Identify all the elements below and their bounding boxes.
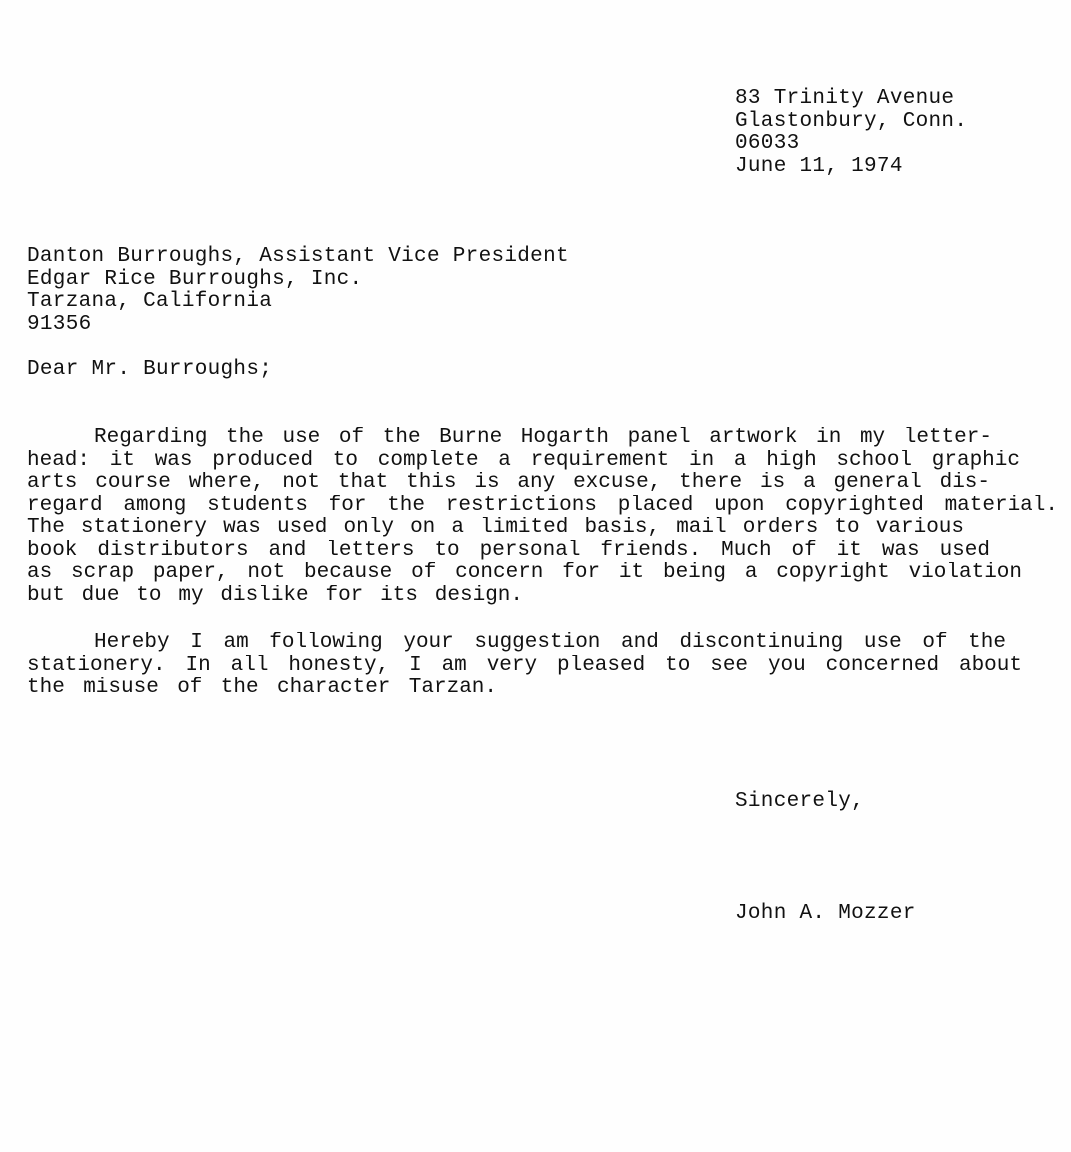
paragraph-line: stationery. In all honesty, I am very pleased to see you concerned about	[27, 654, 1022, 677]
paragraph-line: head: it was produced to complete a requirement in a high school graphic	[27, 449, 1020, 472]
sender-zip: 06033	[735, 132, 800, 155]
paragraph-line: as scrap paper, not because of concern for it being a copyright violation	[27, 562, 1022, 584]
paragraph-line: Regarding the use of the Burne Hogarth panel artwork in my letter-	[94, 427, 992, 449]
signature-block	[735, 903, 916, 926]
body-paragraph-2	[27, 632, 1022, 700]
salutation	[27, 359, 272, 382]
recipient-zip: 91356	[27, 312, 92, 336]
paragraph-line: the misuse of the character Tarzan.	[27, 677, 497, 699]
recipient-city: Tarzana, California	[27, 290, 273, 313]
recipient-name-title: Danton Burroughs, Assistant Vice President	[27, 245, 569, 268]
signature-name: John A. Mozzer	[735, 902, 916, 925]
paragraph-line: regard among students for the restrictions placed upon copyrighted material.	[27, 494, 1058, 517]
closing-block	[735, 791, 864, 814]
salutation-text: Dear Mr. Burroughs;	[27, 358, 273, 381]
paragraph-line: arts course where, not that this is any excuse, there is a general dis-	[27, 472, 990, 494]
recipient-address-block	[27, 246, 569, 336]
sender-address-block	[735, 88, 967, 178]
paragraph-line: The stationery was used only on a limited basis, mail orders to various	[27, 517, 964, 539]
sender-street: 83 Trinity Avenue	[735, 87, 955, 110]
letter-date: June 11, 1974	[735, 154, 903, 178]
recipient-company: Edgar Rice Burroughs, Inc.	[27, 267, 363, 291]
body-paragraph-1	[27, 427, 1058, 607]
paragraph-line: Hereby I am following your suggestion and discontinuing use of the	[94, 632, 1006, 654]
paragraph-line: book distributors and letters to personal friends. Much of it was used	[27, 539, 990, 562]
sender-city: Glastonbury, Conn.	[735, 109, 968, 133]
paragraph-line: but due to my dislike for its design.	[27, 584, 523, 607]
closing-text: Sincerely,	[735, 790, 865, 813]
